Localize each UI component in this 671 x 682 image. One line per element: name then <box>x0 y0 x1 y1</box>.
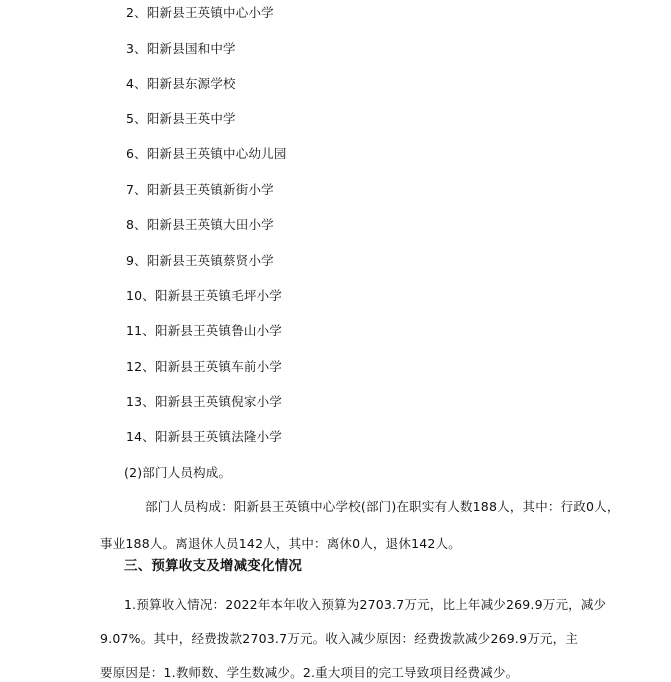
list-item: 14、阳新县王英镇法隆小学 <box>126 429 283 444</box>
list-item: 8、阳新县王英镇大田小学 <box>126 217 274 232</box>
list-item: 2、阳新县王英镇中心小学 <box>126 5 274 20</box>
staff-subheading: (2)部门人员构成。 <box>124 465 232 480</box>
list-item: 10、阳新县王英镇毛坪小学 <box>126 288 283 303</box>
list-item: 9、阳新县王英镇蔡贤小学 <box>126 253 274 268</box>
list-item: 13、阳新县王英镇倪家小学 <box>126 394 283 409</box>
income-paragraph-line: 1.预算收入情况：2022年本年收入预算为2703.7万元，比上年减少269.9万元，减少 <box>124 597 607 612</box>
staff-paragraph-line: 事业188人。离退休人员142人，其中：离休0人，退休142人。 <box>100 536 461 551</box>
list-item: 4、阳新县东源学校 <box>126 76 236 91</box>
list-item: 5、阳新县王英中学 <box>126 111 236 126</box>
list-item: 6、阳新县王英镇中心幼儿园 <box>126 146 287 161</box>
section-heading: 三、预算收支及增减变化情况 <box>124 558 303 574</box>
income-paragraph-line: 9.07%。其中，经费拨款2703.7万元。收入减少原因：经费拨款减少269.9万元，主 <box>100 631 579 646</box>
list-item: 11、阳新县王英镇鲁山小学 <box>126 323 283 338</box>
staff-paragraph-line: 部门人员构成：阳新县王英镇中心学校(部门)在职实有人数188人，其中：行政0人， <box>145 499 620 514</box>
list-item: 12、阳新县王英镇车前小学 <box>126 359 283 374</box>
income-paragraph-line: 要原因是：1.教师数、学生数减少。2.重大项目的完工导致项目经费减少。 <box>100 665 519 680</box>
list-item: 7、阳新县王英镇新街小学 <box>126 182 274 197</box>
list-item: 3、阳新县国和中学 <box>126 41 236 56</box>
